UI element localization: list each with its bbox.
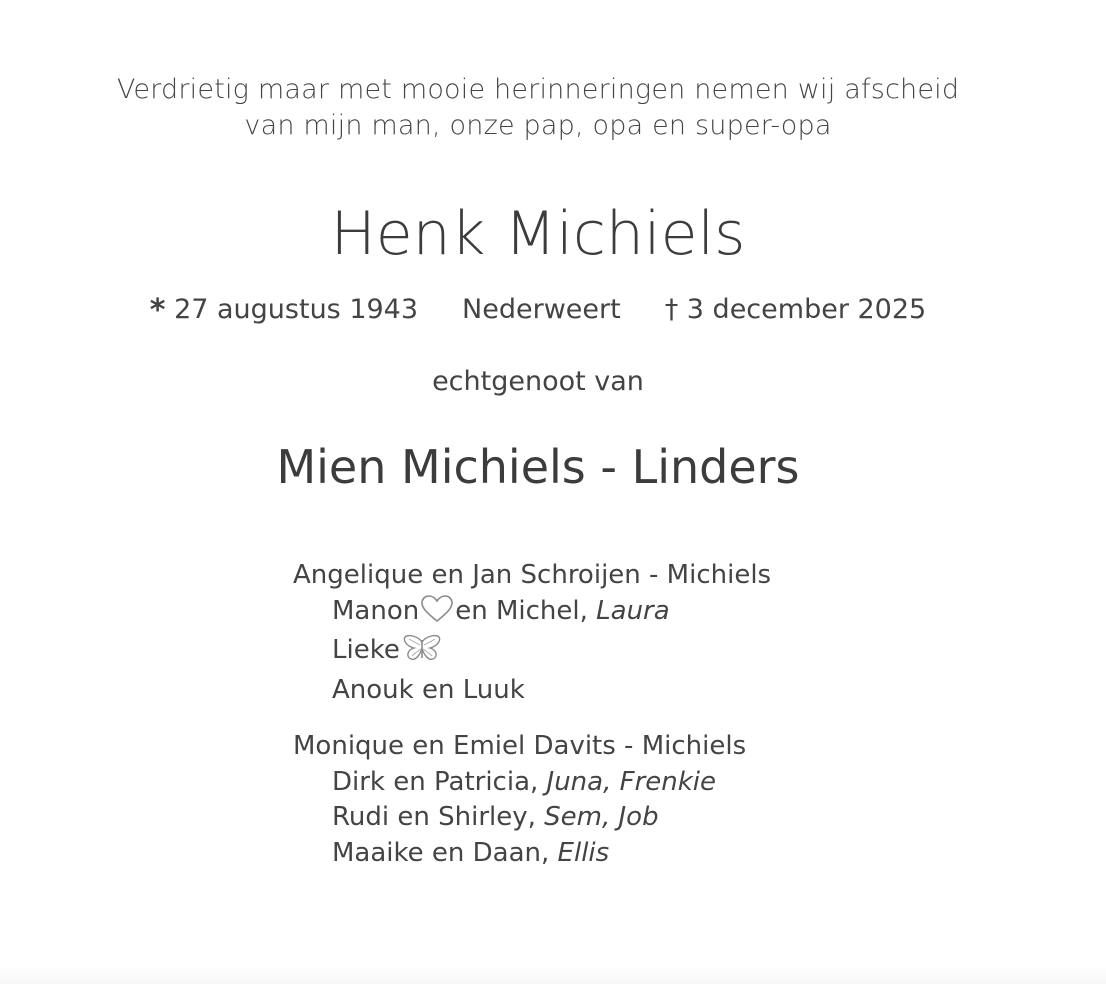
child-partner: en Michel,: [455, 595, 588, 626]
life-dates: [0, 292, 1076, 329]
family-block: [293, 729, 746, 871]
place: Nederweert: [462, 294, 621, 325]
spouse-name: Mien Michiels - Linders: [276, 440, 800, 494]
child-name: Rudi en Shirley,: [332, 802, 536, 832]
child-name: Manon: [332, 595, 420, 626]
child-name: Lieke: [332, 635, 400, 665]
family-child: [293, 633, 771, 673]
family-child: [293, 673, 771, 709]
child-name: Dirk en Patricia,: [332, 766, 539, 797]
birth-symbol: *: [149, 293, 166, 328]
family-child: [293, 800, 746, 836]
intro-line-1: Verdrietig maar met mooie herinneringen nemen wij afscheid: [116, 74, 960, 105]
child-name: Anouk en Luuk: [332, 674, 525, 705]
death-symbol: †: [664, 294, 679, 325]
birth-date: 27 augustus 1943: [174, 294, 419, 325]
family-parents: Angelique en Jan Schroijen - Michiels: [293, 560, 772, 590]
family-child: [293, 765, 746, 801]
family-block: [293, 558, 771, 708]
grandchildren: Laura: [596, 595, 670, 626]
intro-line-2: van mijn man, onze pap, opa en super-opa: [244, 110, 832, 141]
child-name: Maaike en Daan,: [332, 837, 550, 868]
deceased-name: Henk Michiels: [330, 199, 746, 269]
spouse-label: echtgenoot van: [432, 366, 644, 397]
family-child: [293, 594, 771, 634]
grandchildren: Ellis: [557, 837, 610, 868]
family-parents: Monique en Emiel Davits - Michiels: [293, 731, 747, 761]
heart-icon: [421, 595, 453, 634]
family-child: [293, 836, 746, 872]
grandchildren: Sem, Job: [544, 802, 659, 832]
intro-text: [0, 72, 1076, 144]
grandchildren: Juna, Frenkie: [546, 766, 717, 797]
butterfly-icon: [402, 634, 442, 673]
bottom-edge-shadow: [0, 964, 1106, 984]
death-date: 3 december 2025: [686, 294, 927, 325]
